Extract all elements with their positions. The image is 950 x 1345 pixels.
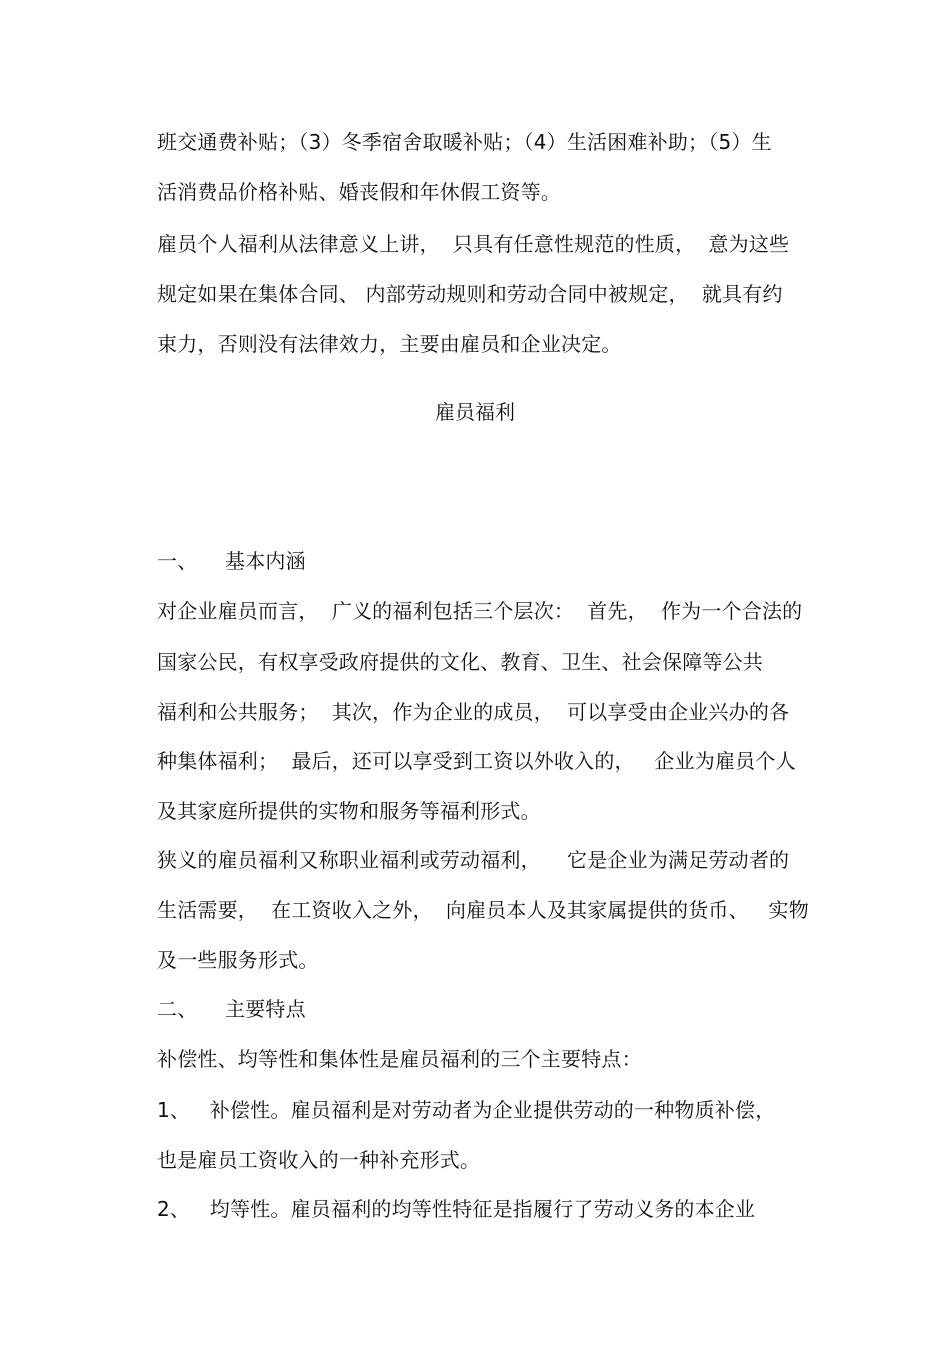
section-title: 主要特点: [225, 997, 306, 1021]
text-line: 及其家庭所提供的实物和服务等福利形式。: [157, 799, 541, 823]
text-line: 1、 补偿性。雇员福利是对劳动者为企业提供劳动的一种物质补偿，: [157, 1098, 776, 1122]
document-title: 雇员福利: [435, 400, 515, 424]
section-number: 二、: [157, 997, 198, 1021]
text-line: 也是雇员工资收入的一种补充形式。: [157, 1148, 481, 1172]
text-line: 束力，否则没有法律效力，主要由雇员和企业决定。: [157, 332, 622, 356]
section-heading: [157, 547, 306, 575]
section-number: 一、: [157, 549, 198, 573]
section-heading: [157, 995, 306, 1023]
text-line: 福利和公共服务； 其次，作为企业的成员， 可以享受由企业兴办的各: [157, 700, 790, 724]
text-line: 狭义的雇员福利又称职业福利或劳动福利， 它是企业为满足劳动者的: [157, 848, 790, 872]
text-line: 2、 均等性。雇员福利的均等性特征是指履行了劳动义务的本企业: [157, 1197, 756, 1221]
text-line: 种集体福利； 最后，还可以享受到工资以外收入的， 企业为雇员个人: [157, 749, 796, 773]
text-line: 规定如果在集体合同、 内部劳动规则和劳动合同中被规定， 就具有约: [157, 282, 783, 306]
text-line: 雇员个人福利从法律意义上讲， 只具有任意性规范的性质， 意为这些: [157, 232, 790, 256]
text-line: 生活需要， 在工资收入之外， 向雇员本人及其家属提供的货币、 实物: [157, 898, 809, 922]
text-line: 国家公民，有权享受政府提供的文化、教育、卫生、社会保障等公共: [157, 650, 763, 674]
text-line: 及一些服务形式。: [157, 948, 319, 972]
text-line: 补偿性、均等性和集体性是雇员福利的三个主要特点：: [157, 1047, 642, 1071]
text-line: 活消费品价格补贴、婚丧假和年休假工资等。: [157, 180, 561, 204]
text-line: 班交通费补贴；（3）冬季宿舍取暖补贴；（4）生活困难补助；（5）生: [157, 130, 772, 154]
text-line: 对企业雇员而言， 广义的福利包括三个层次： 首先， 作为一个合法的: [157, 599, 803, 623]
section-title: 基本内涵: [225, 549, 306, 573]
